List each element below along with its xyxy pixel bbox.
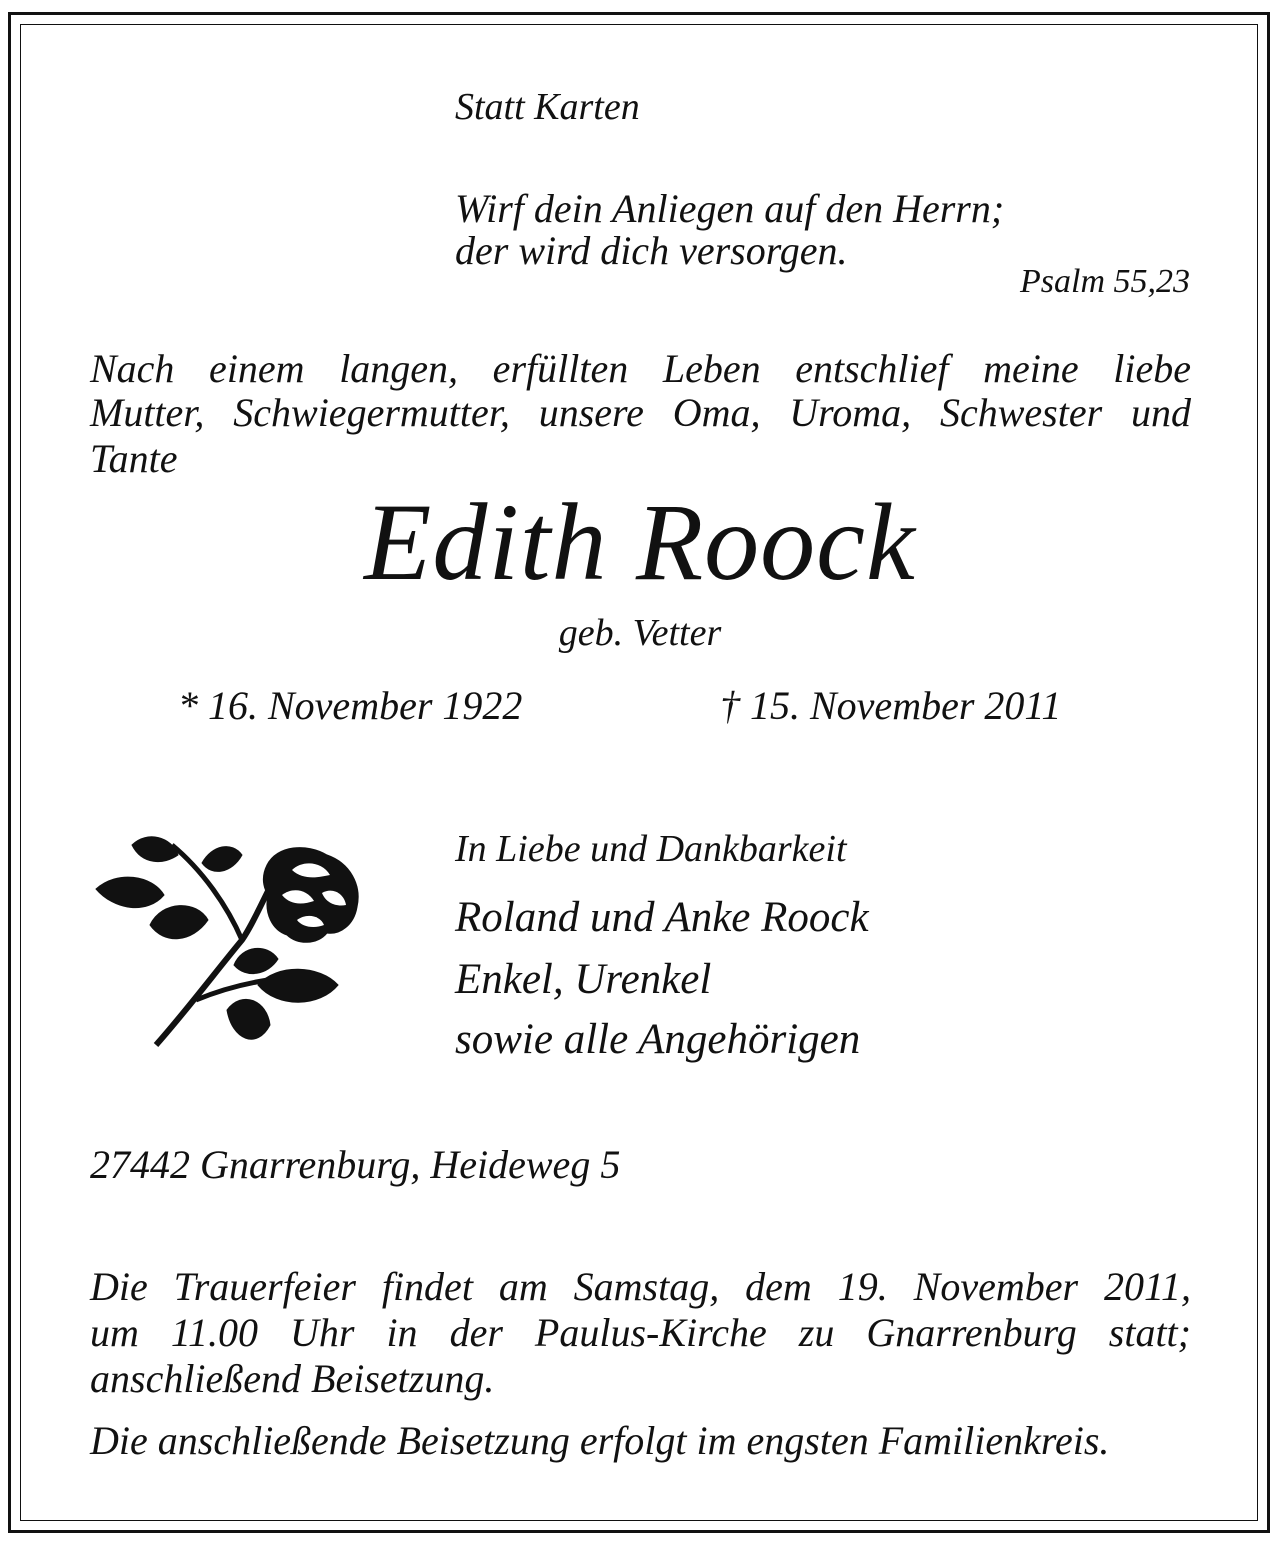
mourners-line-3: sowie alle Angehörigen [455,1016,861,1063]
birth-date: * 16. November 1922 [178,683,523,728]
intro-line-1: Nach einem langen, erfüllten Leben entschlief meine liebe [90,346,1191,391]
rose-icon [92,825,382,1060]
maiden-name: geb. Vetter [558,612,722,654]
intro-line-3: Tante [90,436,178,481]
address: 27442 Gnarrenburg, Heideweg 5 [90,1142,621,1187]
service-line-3: anschließend Beisetzung. [90,1356,495,1401]
verse-line-1: Wirf dein Anliegen auf den Herrn; [455,186,1005,231]
death-date: † 15. November 2011 [720,683,1062,728]
deceased-name: Edith Roock [364,481,916,603]
service-line-4: Die anschließende Beisetzung erfolgt im engsten Familienkreis. [90,1418,1110,1463]
verse-reference: Psalm 55,23 [1020,263,1190,300]
intro-line-2: Mutter, Schwiegermutter, unsere Oma, Uroma, Schwester und [90,390,1191,435]
service-line-1: Die Trauerfeier findet am Samstag, dem 19. November 2011, [90,1264,1191,1309]
service-line-2: um 11.00 Uhr in der Paulus-Kirche zu Gnarrenburg statt; [90,1310,1191,1355]
statt-karten: Statt Karten [455,86,640,128]
mourners-line-1: Roland und Anke Roock [455,894,869,941]
mourners-intro: In Liebe und Dankbarkeit [455,828,847,870]
verse-line-2: der wird dich versorgen. [455,228,848,273]
mourners-line-2: Enkel, Urenkel [455,956,712,1003]
